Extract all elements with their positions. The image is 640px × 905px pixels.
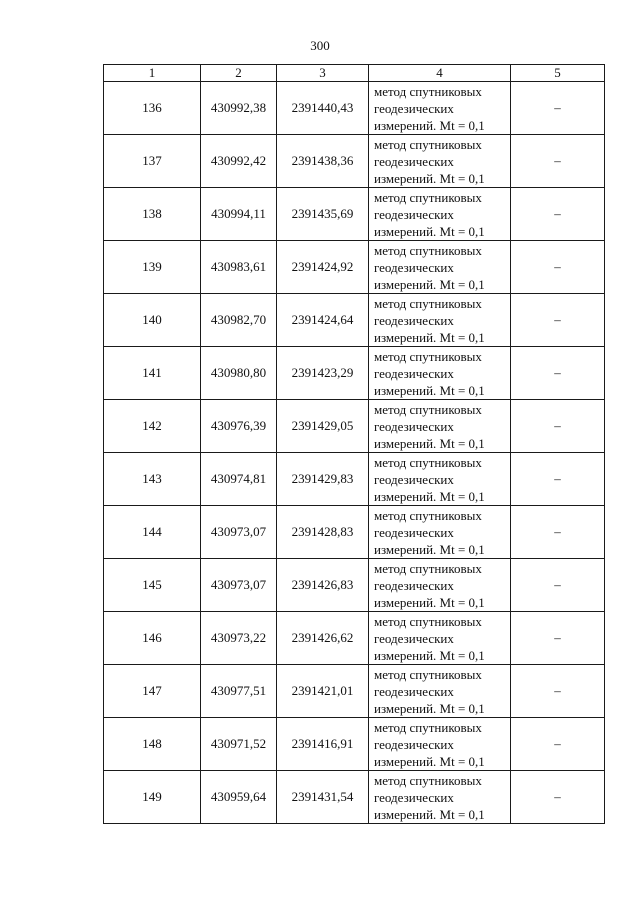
dash-symbol: – — [554, 683, 561, 698]
table-row — [104, 506, 605, 559]
column-header-3: 3 — [277, 65, 369, 82]
y-coordinate-cell: 2391424,64 — [277, 294, 369, 347]
table-body — [104, 82, 605, 824]
y-coordinate-cell: 2391426,62 — [277, 612, 369, 665]
method-cell — [369, 400, 511, 453]
column-header-5: 5 — [511, 65, 605, 82]
table-header-row — [104, 65, 605, 82]
x-coordinate-cell: 430974,81 — [201, 453, 277, 506]
point-number-cell: 146 — [104, 612, 201, 665]
method-text-line: метод спутниковых — [374, 454, 482, 470]
table-row — [104, 665, 605, 718]
x-coordinate-cell: 430982,70 — [201, 294, 277, 347]
dash-symbol: – — [554, 789, 561, 804]
method-cell — [369, 559, 511, 612]
note-cell — [511, 82, 605, 135]
method-text-line: геодезических — [374, 683, 454, 699]
dash-symbol: – — [554, 312, 561, 327]
x-coordinate-cell: 430973,07 — [201, 506, 277, 559]
point-number-cell: 140 — [104, 294, 201, 347]
x-coordinate-cell: 430976,39 — [201, 400, 277, 453]
method-text-line: геодезических — [374, 312, 454, 328]
method-cell — [369, 188, 511, 241]
method-cell — [369, 506, 511, 559]
method-cell — [369, 771, 511, 824]
method-text-line: измерений. Mt = 0,1 — [374, 700, 485, 716]
method-text-line: измерений. Mt = 0,1 — [374, 329, 485, 345]
method-text-line: метод спутниковых — [374, 719, 482, 735]
dash-symbol: – — [554, 153, 561, 168]
table-row — [104, 771, 605, 824]
note-cell — [511, 400, 605, 453]
note-cell — [511, 241, 605, 294]
table-row — [104, 612, 605, 665]
method-text-line: геодезических — [374, 577, 454, 593]
method-text-line: метод спутниковых — [374, 136, 482, 152]
method-text-line: измерений. Mt = 0,1 — [374, 170, 485, 186]
point-number-cell: 148 — [104, 718, 201, 771]
method-text-line: метод спутниковых — [374, 401, 482, 417]
method-text-line: измерений. Mt = 0,1 — [374, 647, 485, 663]
point-number-cell: 145 — [104, 559, 201, 612]
dash-symbol: – — [554, 418, 561, 433]
method-text-line: геодезических — [374, 100, 454, 116]
note-cell — [511, 771, 605, 824]
method-cell — [369, 612, 511, 665]
x-coordinate-cell: 430994,11 — [201, 188, 277, 241]
table-row — [104, 453, 605, 506]
table-row — [104, 718, 605, 771]
note-cell — [511, 665, 605, 718]
note-cell — [511, 612, 605, 665]
x-coordinate-cell: 430971,52 — [201, 718, 277, 771]
y-coordinate-cell: 2391438,36 — [277, 135, 369, 188]
point-number-cell: 141 — [104, 347, 201, 400]
method-text-line: метод спутниковых — [374, 666, 482, 682]
x-coordinate-cell: 430992,42 — [201, 135, 277, 188]
method-text-line: измерений. Mt = 0,1 — [374, 435, 485, 451]
method-text-line: геодезических — [374, 524, 454, 540]
y-coordinate-cell: 2391429,05 — [277, 400, 369, 453]
method-text-line: измерений. Mt = 0,1 — [374, 276, 485, 292]
method-text-line: геодезических — [374, 789, 454, 805]
method-text-line: геодезических — [374, 153, 454, 169]
y-coordinate-cell: 2391435,69 — [277, 188, 369, 241]
table-row — [104, 400, 605, 453]
table-row — [104, 241, 605, 294]
method-text-line: геодезических — [374, 471, 454, 487]
method-text-line: геодезических — [374, 418, 454, 434]
method-text-line: измерений. Mt = 0,1 — [374, 117, 485, 133]
method-text-line: измерений. Mt = 0,1 — [374, 594, 485, 610]
note-cell — [511, 294, 605, 347]
x-coordinate-cell: 430973,22 — [201, 612, 277, 665]
dash-symbol: – — [554, 577, 561, 592]
table-row — [104, 188, 605, 241]
method-text-line: измерений. Mt = 0,1 — [374, 753, 485, 769]
x-coordinate-cell: 430973,07 — [201, 559, 277, 612]
dash-symbol: – — [554, 471, 561, 486]
y-coordinate-cell: 2391426,83 — [277, 559, 369, 612]
point-number-cell: 137 — [104, 135, 201, 188]
y-coordinate-cell: 2391440,43 — [277, 82, 369, 135]
column-header-2: 2 — [201, 65, 277, 82]
x-coordinate-cell: 430977,51 — [201, 665, 277, 718]
dash-symbol: – — [554, 524, 561, 539]
method-cell — [369, 453, 511, 506]
method-cell — [369, 665, 511, 718]
column-header-1: 1 — [104, 65, 201, 82]
dash-symbol: – — [554, 630, 561, 645]
method-text-line: геодезических — [374, 206, 454, 222]
note-cell — [511, 506, 605, 559]
method-text-line: геодезических — [374, 630, 454, 646]
method-text-line: метод спутниковых — [374, 348, 482, 364]
y-coordinate-cell: 2391424,92 — [277, 241, 369, 294]
point-number-cell: 138 — [104, 188, 201, 241]
method-text-line: метод спутниковых — [374, 507, 482, 523]
method-cell — [369, 135, 511, 188]
method-text-line: метод спутниковых — [374, 242, 482, 258]
method-text-line: метод спутниковых — [374, 189, 482, 205]
method-text-line: метод спутниковых — [374, 613, 482, 629]
method-cell — [369, 294, 511, 347]
dash-symbol: – — [554, 100, 561, 115]
method-text-line: геодезических — [374, 259, 454, 275]
table-row — [104, 135, 605, 188]
note-cell — [511, 188, 605, 241]
method-text-line: метод спутниковых — [374, 560, 482, 576]
y-coordinate-cell: 2391421,01 — [277, 665, 369, 718]
table-row — [104, 82, 605, 135]
dash-symbol: – — [554, 206, 561, 221]
note-cell — [511, 559, 605, 612]
dash-symbol: – — [554, 259, 561, 274]
x-coordinate-cell: 430992,38 — [201, 82, 277, 135]
method-text-line: метод спутниковых — [374, 295, 482, 311]
note-cell — [511, 718, 605, 771]
y-coordinate-cell: 2391423,29 — [277, 347, 369, 400]
point-number-cell: 139 — [104, 241, 201, 294]
point-number-cell: 142 — [104, 400, 201, 453]
table-row — [104, 559, 605, 612]
y-coordinate-cell: 2391431,54 — [277, 771, 369, 824]
coordinates-table — [103, 64, 605, 824]
method-text-line: измерений. Mt = 0,1 — [374, 382, 485, 398]
x-coordinate-cell: 430980,80 — [201, 347, 277, 400]
method-text-line: метод спутниковых — [374, 772, 482, 788]
method-text-line: метод спутниковых — [374, 83, 482, 99]
method-text-line: измерений. Mt = 0,1 — [374, 806, 485, 822]
note-cell — [511, 347, 605, 400]
y-coordinate-cell: 2391429,83 — [277, 453, 369, 506]
note-cell — [511, 135, 605, 188]
y-coordinate-cell: 2391416,91 — [277, 718, 369, 771]
dash-symbol: – — [554, 365, 561, 380]
point-number-cell: 143 — [104, 453, 201, 506]
dash-symbol: – — [554, 736, 561, 751]
method-cell — [369, 241, 511, 294]
table-row — [104, 294, 605, 347]
x-coordinate-cell: 430983,61 — [201, 241, 277, 294]
column-header-4: 4 — [369, 65, 511, 82]
method-cell — [369, 82, 511, 135]
x-coordinate-cell: 430959,64 — [201, 771, 277, 824]
point-number-cell: 149 — [104, 771, 201, 824]
point-number-cell: 147 — [104, 665, 201, 718]
method-text-line: геодезических — [374, 736, 454, 752]
note-cell — [511, 453, 605, 506]
method-cell — [369, 718, 511, 771]
method-text-line: измерений. Mt = 0,1 — [374, 488, 485, 504]
y-coordinate-cell: 2391428,83 — [277, 506, 369, 559]
page-number: 300 — [310, 38, 330, 53]
method-cell — [369, 347, 511, 400]
method-text-line: геодезических — [374, 365, 454, 381]
method-text-line: измерений. Mt = 0,1 — [374, 541, 485, 557]
point-number-cell: 144 — [104, 506, 201, 559]
table-row — [104, 347, 605, 400]
method-text-line: измерений. Mt = 0,1 — [374, 223, 485, 239]
point-number-cell: 136 — [104, 82, 201, 135]
